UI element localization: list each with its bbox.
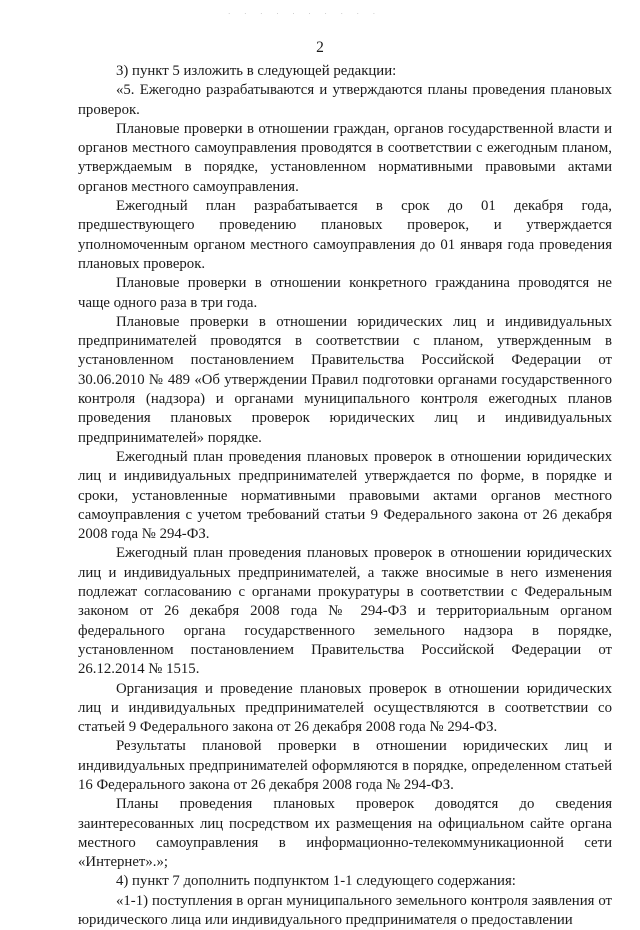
paragraph-plan-approval: Ежегодный план проведения плановых проверок в отношении юридических лиц и индивидуальных предпринимателей, а также вносимые в него изменения подлежат согласованию с органами прокуратуры в соответствии с Федеральным законом от 26 декабря 2008 года № 294-ФЗ и территориальным органом федерального органа государственного земельного надзора в порядке, установленном постановлением Правительства Российской Федерации от 26.12.2014 № 1515. [78,545,612,678]
paragraph-item-3-intro: 3) пункт 5 изложить в следующей редакции: [116,63,397,79]
paragraph-citizens-inspections: Плановые проверки в отношении граждан, органов государственной власти и органов местного самоуправления проводятся в соответствии с ежегодным планом, утверждаемым в порядке, установленном нормативными правовыми актами органов местного самоуправления. [78,120,612,195]
paragraph-results: Результаты плановой проверки в отношении юридических лиц и индивидуальных предпринимателей оформляются в порядке, определенном статьей 16 Федерального закона от 26 декабря 2008 года № 294-ФЗ. [78,738,612,793]
paragraph-item-4-intro: 4) пункт 7 дополнить подпунктом 1-1 следующего содержания: [116,873,516,890]
scan-artifact-marks: · · · · · · · · · · [228,10,382,18]
paragraph-organization: Организация и проведение плановых проверок в отношении юридических лиц и индивидуальных предпринимателей осуществляются в соответствии со статьей 9 Федерального закона от 26 декабря 2008 года № 294-ФЗ. [78,680,612,736]
paragraph-annual-plan-deadline: Ежегодный план разрабатывается в срок до 01 декабря года, предшествующего проведению плановых проверок, и утверждается уполномоченным органом местного самоуправления до 01 января года проведения плановых проверок. [78,198,612,272]
paragraph-subclause-1-1: «1-1) поступления в орган муниципального земельного контроля заявления от юридического лица или индивидуального предпринимателя о предоставлении [78,892,612,929]
paragraph-publication: Планы проведения плановых проверок доводятся до сведения заинтересованных лиц посредством их размещения на официальном сайте органа местного самоуправления в информационно-телекоммуникационной сети «Интернет».»; [78,796,612,871]
paragraph-clause-5: «5. Ежегодно разрабатываются и утверждаются планы проведения плановых проверок. [78,82,612,118]
paragraph-plan-form: Ежегодный план проведения плановых проверок в отношении юридических лиц и индивидуальных предпринимателей утверждается по форме, в порядке и сроки, установленные нормативными правовыми актами органов местного самоуправления с учетом требований статьи 9 Федерального закона от 26 декабря 2008 года № 294-ФЗ. [78,448,612,543]
paragraph-legal-entities-plan: Плановые проверки в отношении юридических лиц и индивидуальных предпринимателей проводятся в соответствии с планом, утвержденным в установленном постановлением Правительства Российской Федерации от 30.06.2010 № 489 «Об утверждении Правил подготовки органами государственного контроля (надзора) и органами муниципального контроля ежегодных планов проведения плановых проверок юридических лиц и индивидуальных предпринимателей» порядке. [78,313,612,446]
paragraph-citizen-frequency: Плановые проверки в отношении конкретного гражданина проводятся не чаще одного раза в три года. [78,275,612,311]
document-body [78,62,612,930]
page-number: 2 [316,39,324,56]
